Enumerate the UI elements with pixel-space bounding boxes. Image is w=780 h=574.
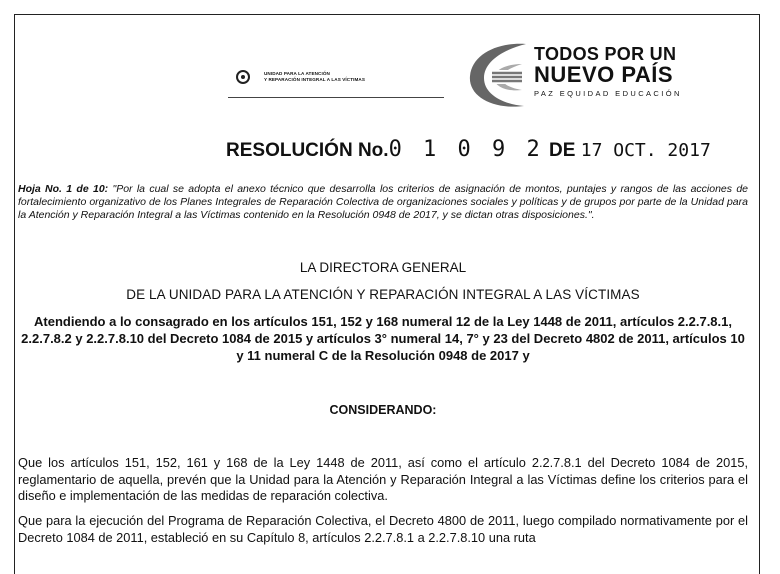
agency-name xyxy=(264,71,365,83)
considerando-heading: CONSIDERANDO: xyxy=(329,403,437,417)
hoja-summary xyxy=(18,183,748,222)
seal-icon xyxy=(236,70,250,84)
header-divider xyxy=(228,97,444,98)
unidad-heading: DE LA UNIDAD PARA LA ATENCIÓN Y REPARACIÓN INTEGRAL A LAS VÍCTIMAS xyxy=(126,287,640,302)
resolution-title xyxy=(226,137,711,162)
agency-seal-block xyxy=(236,70,365,84)
resolution-de: DE xyxy=(543,140,581,161)
resolution-date: 17 OCT. 2017 xyxy=(580,140,711,161)
directora-heading: LA DIRECTORA GENERAL xyxy=(299,260,467,275)
logo-tagline: PAZ EQUIDAD EDUCACIÓN xyxy=(534,89,682,98)
paragraph-2: Que para la ejecución del Programa de Reparación Colectiva, el Decreto 4800 de 2011, luego compilado normativamente por el Decreto 1084 de 2011, estableció en su Capítulo 8, artículos 2.2.7.8.1 a 2.2.7.8.10 una ruta xyxy=(18,513,748,545)
logo-line2: NUEVO PAÍS xyxy=(534,62,674,87)
hoja-text: "Por la cual se adopta el anexo técnico que desarrolla los criterios de asignación de montos, puntajes y rangos de las acciones de fortalecimiento organizativo de los Planes Integrales de Reparación Colectiva de organizaciones sociales y políticas y de grupos por parte de la Unidad para la Atención y Reparación Integral a las Víctimas contenido en la Resolución 0948 de 2017, y se dictan otras disposiciones.". xyxy=(18,183,748,221)
paragraph-1: Que los artículos 151, 152, 161 y 168 de la Ley 1448 de 2011, así como el artículo 2.2.7.8.1 del Decreto 1084 de 2015, reglamentario de aquella, prevén que la Unidad para la Atención y Reparación Integral a las Víctimas define los criterios para el diseño e implementación de las medidas de reparación colectiva. xyxy=(18,455,748,503)
logo-swoosh-icon xyxy=(462,40,532,112)
agency-name-line1: UNIDAD PARA LA ATENCIÓN xyxy=(264,71,330,76)
government-logo xyxy=(462,40,690,112)
atendiendo-clause: Atendiendo a lo consagrado en los artículos 151, 152 y 168 numeral 12 de la Ley 1448 de 2011, artículos 2.2.7.8.1, 2.2.7.8.2 y 2.2.7.8.10 del Decreto 1084 de 2015 y artículos 3° numeral 14, 7° y 23 del Decreto 4802 de 2011, artículos 10 y 11 numeral C de la Resolución 0948 de 2017 y xyxy=(21,314,745,363)
hoja-label: Hoja No. 1 de 10: xyxy=(18,183,109,195)
resolution-number: 0 1 0 9 2 xyxy=(388,137,544,162)
resolution-prefix: RESOLUCIÓN No. xyxy=(226,140,389,161)
logo-line1: TODOS POR UN xyxy=(534,44,677,64)
agency-name-line2: Y REPARACIÓN INTEGRAL A LAS VÍCTIMAS xyxy=(264,77,366,82)
